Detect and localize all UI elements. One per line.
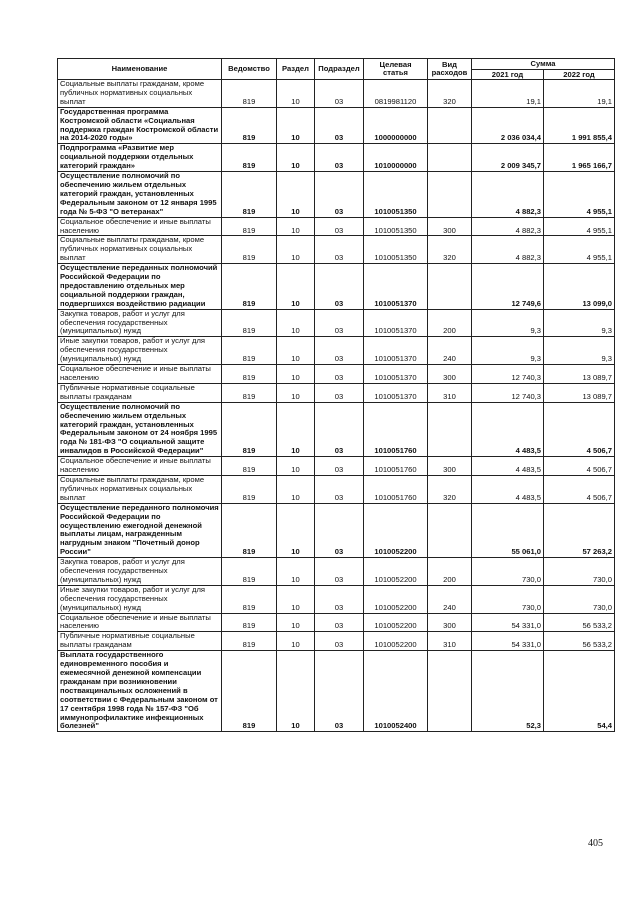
table-row <box>58 80 615 108</box>
cell-sum-2021: 9,3 <box>472 309 544 337</box>
cell-sum-2022: 9,3 <box>544 337 615 365</box>
table-row <box>58 383 615 402</box>
cell-sum-2022: 4 955,1 <box>544 172 615 218</box>
cell-dept: 819 <box>222 365 277 384</box>
cell-section: 10 <box>277 632 315 651</box>
cell-subsection: 03 <box>315 264 364 310</box>
cell-target: 1010051370 <box>364 309 428 337</box>
cell-section: 10 <box>277 172 315 218</box>
cell-subsection: 03 <box>315 558 364 586</box>
cell-sum-2021: 4 483,5 <box>472 475 544 503</box>
cell-kind: 320 <box>428 475 472 503</box>
table-row <box>58 503 615 557</box>
cell-sum-2021: 4 483,5 <box>472 457 544 476</box>
header-year-2022: 2022 год <box>544 70 615 80</box>
cell-target: 1010051350 <box>364 217 428 236</box>
cell-target: 1000000000 <box>364 107 428 144</box>
cell-kind: 310 <box>428 383 472 402</box>
table-row <box>58 172 615 218</box>
cell-subsection: 03 <box>315 402 364 456</box>
cell-name: Государственная программа Костромской области «Социальная поддержка граждан Костромской области на 2014-2020 годы» <box>58 107 222 144</box>
cell-subsection: 03 <box>315 585 364 613</box>
cell-sum-2021: 730,0 <box>472 558 544 586</box>
cell-dept: 819 <box>222 107 277 144</box>
cell-kind: 300 <box>428 613 472 632</box>
cell-sum-2021: 2 009 345,7 <box>472 144 544 172</box>
cell-dept: 819 <box>222 337 277 365</box>
cell-sum-2022: 1 965 166,7 <box>544 144 615 172</box>
cell-section: 10 <box>277 475 315 503</box>
cell-name: Социальные выплаты гражданам, кроме публичных нормативных социальных выплат <box>58 236 222 264</box>
cell-sum-2022: 4 955,1 <box>544 217 615 236</box>
cell-kind: 320 <box>428 236 472 264</box>
cell-sum-2022: 1 991 855,4 <box>544 107 615 144</box>
cell-kind <box>428 402 472 456</box>
cell-kind: 240 <box>428 585 472 613</box>
cell-target: 1010051350 <box>364 236 428 264</box>
cell-subsection: 03 <box>315 503 364 557</box>
cell-name: Осуществление полномочий по обеспечению жильем отдельных категорий граждан, установленных Федеральным законом от 12 января 1995 года № 5-ФЗ "О ветеранах" <box>58 172 222 218</box>
cell-section: 10 <box>277 236 315 264</box>
cell-sum-2021: 4 882,3 <box>472 236 544 264</box>
cell-name: Публичные нормативные социальные выплаты гражданам <box>58 383 222 402</box>
cell-target: 1010051350 <box>364 172 428 218</box>
cell-section: 10 <box>277 558 315 586</box>
table-row <box>58 217 615 236</box>
cell-name: Социальное обеспечение и иные выплаты населению <box>58 217 222 236</box>
table-row <box>58 365 615 384</box>
cell-sum-2021: 12 740,3 <box>472 365 544 384</box>
cell-sum-2022: 4 955,1 <box>544 236 615 264</box>
table-row <box>58 402 615 456</box>
header-dept: Ведомство <box>222 59 277 80</box>
cell-sum-2022: 56 533,2 <box>544 632 615 651</box>
cell-target: 1010051370 <box>364 383 428 402</box>
cell-target: 1010052200 <box>364 503 428 557</box>
cell-section: 10 <box>277 651 315 732</box>
cell-kind <box>428 264 472 310</box>
cell-name: Подпрограмма «Развитие мер социальной поддержки отдельных категорий граждан» <box>58 144 222 172</box>
cell-sum-2021: 54 331,0 <box>472 632 544 651</box>
cell-target: 0819981120 <box>364 80 428 108</box>
cell-sum-2021: 4 882,3 <box>472 217 544 236</box>
cell-subsection: 03 <box>315 309 364 337</box>
cell-sum-2022: 730,0 <box>544 558 615 586</box>
cell-sum-2021: 55 061,0 <box>472 503 544 557</box>
cell-sum-2021: 12 740,3 <box>472 383 544 402</box>
cell-name: Осуществление полномочий по обеспечению жильем отдельных категорий граждан, установленных Федеральным законом от 24 ноября 1995 года № 181-ФЗ "О социальной защите инвалидов в Российской Федерации" <box>58 402 222 456</box>
cell-name: Социальные выплаты гражданам, кроме публичных нормативных социальных выплат <box>58 475 222 503</box>
cell-dept: 819 <box>222 402 277 456</box>
header-name: Наименование <box>58 59 222 80</box>
cell-target: 1010051370 <box>364 365 428 384</box>
table-body <box>58 80 615 732</box>
cell-section: 10 <box>277 144 315 172</box>
cell-section: 10 <box>277 585 315 613</box>
cell-subsection: 03 <box>315 107 364 144</box>
cell-sum-2022: 4 506,7 <box>544 475 615 503</box>
cell-name: Социальное обеспечение и иные выплаты населению <box>58 613 222 632</box>
cell-name: Осуществление переданных полномочий Российской Федерации по предоставлению отдельных мер социальной поддержки граждан, подвергшихся воздействию радиации <box>58 264 222 310</box>
table-row <box>58 632 615 651</box>
cell-sum-2022: 56 533,2 <box>544 613 615 632</box>
cell-dept: 819 <box>222 309 277 337</box>
cell-dept: 819 <box>222 558 277 586</box>
cell-sum-2021: 52,3 <box>472 651 544 732</box>
cell-sum-2021: 2 036 034,4 <box>472 107 544 144</box>
cell-sum-2022: 54,4 <box>544 651 615 732</box>
table-row <box>58 558 615 586</box>
cell-target: 1010051760 <box>364 475 428 503</box>
cell-kind: 200 <box>428 558 472 586</box>
cell-kind <box>428 503 472 557</box>
cell-dept: 819 <box>222 457 277 476</box>
cell-name: Выплата государственного единовременного пособия и ежемесячной денежной компенсации гражданам при возникновении поствакцинальных осложнений в соответствии с Федеральным законом от 17 сентября 1998 года № 157-ФЗ "Об иммунопрофилактике инфекционных болезней" <box>58 651 222 732</box>
cell-target: 1010051760 <box>364 402 428 456</box>
budget-table-sheet <box>57 58 614 732</box>
cell-section: 10 <box>277 309 315 337</box>
cell-kind <box>428 172 472 218</box>
cell-section: 10 <box>277 80 315 108</box>
cell-sum-2022: 13 089,7 <box>544 383 615 402</box>
cell-kind <box>428 107 472 144</box>
cell-subsection: 03 <box>315 236 364 264</box>
cell-sum-2021: 19,1 <box>472 80 544 108</box>
header-kind: Вид расходов <box>428 59 472 80</box>
budget-table <box>57 58 615 732</box>
cell-subsection: 03 <box>315 172 364 218</box>
cell-sum-2022: 19,1 <box>544 80 615 108</box>
cell-kind: 200 <box>428 309 472 337</box>
cell-subsection: 03 <box>315 651 364 732</box>
cell-subsection: 03 <box>315 337 364 365</box>
cell-subsection: 03 <box>315 475 364 503</box>
cell-dept: 819 <box>222 172 277 218</box>
cell-dept: 819 <box>222 613 277 632</box>
cell-name: Социальные выплаты гражданам, кроме публичных нормативных социальных выплат <box>58 80 222 108</box>
cell-kind: 240 <box>428 337 472 365</box>
cell-sum-2021: 12 749,6 <box>472 264 544 310</box>
cell-target: 1010052200 <box>364 558 428 586</box>
table-row <box>58 337 615 365</box>
cell-section: 10 <box>277 107 315 144</box>
cell-dept: 819 <box>222 475 277 503</box>
table-row <box>58 651 615 732</box>
cell-subsection: 03 <box>315 80 364 108</box>
cell-subsection: 03 <box>315 217 364 236</box>
cell-target: 1010051760 <box>364 457 428 476</box>
cell-section: 10 <box>277 503 315 557</box>
cell-dept: 819 <box>222 632 277 651</box>
cell-target: 1010052200 <box>364 632 428 651</box>
cell-sum-2022: 13 089,7 <box>544 365 615 384</box>
cell-kind: 320 <box>428 80 472 108</box>
cell-dept: 819 <box>222 217 277 236</box>
cell-section: 10 <box>277 383 315 402</box>
cell-section: 10 <box>277 613 315 632</box>
table-row <box>58 613 615 632</box>
cell-name: Социальное обеспечение и иные выплаты населению <box>58 457 222 476</box>
cell-section: 10 <box>277 365 315 384</box>
cell-sum-2022: 13 099,0 <box>544 264 615 310</box>
cell-kind <box>428 651 472 732</box>
cell-subsection: 03 <box>315 632 364 651</box>
cell-kind: 300 <box>428 365 472 384</box>
header-year-2021: 2021 год <box>472 70 544 80</box>
cell-subsection: 03 <box>315 365 364 384</box>
cell-dept: 819 <box>222 80 277 108</box>
table-row <box>58 475 615 503</box>
cell-kind: 300 <box>428 457 472 476</box>
page-number: 405 <box>588 838 603 849</box>
table-row <box>58 107 615 144</box>
cell-name: Закупка товаров, работ и услуг для обеспечения государственных (муниципальных) нужд <box>58 558 222 586</box>
cell-target: 1010052200 <box>364 585 428 613</box>
header-sum: Сумма <box>472 59 615 70</box>
table-row <box>58 236 615 264</box>
cell-sum-2021: 730,0 <box>472 585 544 613</box>
cell-target: 1010000000 <box>364 144 428 172</box>
cell-section: 10 <box>277 264 315 310</box>
cell-name: Закупка товаров, работ и услуг для обеспечения государственных (муниципальных) нужд <box>58 309 222 337</box>
cell-name: Социальное обеспечение и иные выплаты населению <box>58 365 222 384</box>
table-row <box>58 457 615 476</box>
header-section: Раздел <box>277 59 315 80</box>
cell-dept: 819 <box>222 651 277 732</box>
cell-sum-2022: 9,3 <box>544 309 615 337</box>
cell-sum-2022: 4 506,7 <box>544 457 615 476</box>
table-row <box>58 144 615 172</box>
table-row <box>58 264 615 310</box>
cell-name: Осуществление переданного полномочия Российской Федерации по осуществлению ежегодной денежной выплаты лицам, награжденным нагрудным знаком "Почетный донор России" <box>58 503 222 557</box>
cell-section: 10 <box>277 457 315 476</box>
cell-sum-2022: 730,0 <box>544 585 615 613</box>
cell-target: 1010052400 <box>364 651 428 732</box>
cell-target: 1010051370 <box>364 264 428 310</box>
cell-dept: 819 <box>222 503 277 557</box>
cell-sum-2021: 4 483,5 <box>472 402 544 456</box>
cell-dept: 819 <box>222 236 277 264</box>
cell-section: 10 <box>277 217 315 236</box>
cell-name: Публичные нормативные социальные выплаты гражданам <box>58 632 222 651</box>
table-row <box>58 309 615 337</box>
cell-kind: 310 <box>428 632 472 651</box>
header-target: Целевая статья <box>364 59 428 80</box>
cell-section: 10 <box>277 402 315 456</box>
cell-kind: 300 <box>428 217 472 236</box>
header-subsection: Подраздел <box>315 59 364 80</box>
cell-subsection: 03 <box>315 613 364 632</box>
cell-subsection: 03 <box>315 383 364 402</box>
cell-sum-2021: 4 882,3 <box>472 172 544 218</box>
cell-name: Иные закупки товаров, работ и услуг для обеспечения государственных (муниципальных) нужд <box>58 585 222 613</box>
cell-sum-2021: 9,3 <box>472 337 544 365</box>
cell-dept: 819 <box>222 264 277 310</box>
cell-kind <box>428 144 472 172</box>
cell-dept: 819 <box>222 144 277 172</box>
table-row <box>58 585 615 613</box>
cell-dept: 819 <box>222 383 277 402</box>
cell-sum-2022: 4 506,7 <box>544 402 615 456</box>
cell-name: Иные закупки товаров, работ и услуг для обеспечения государственных (муниципальных) нужд <box>58 337 222 365</box>
cell-target: 1010051370 <box>364 337 428 365</box>
cell-subsection: 03 <box>315 457 364 476</box>
cell-section: 10 <box>277 337 315 365</box>
cell-dept: 819 <box>222 585 277 613</box>
cell-subsection: 03 <box>315 144 364 172</box>
cell-sum-2022: 57 263,2 <box>544 503 615 557</box>
cell-sum-2021: 54 331,0 <box>472 613 544 632</box>
cell-target: 1010052200 <box>364 613 428 632</box>
